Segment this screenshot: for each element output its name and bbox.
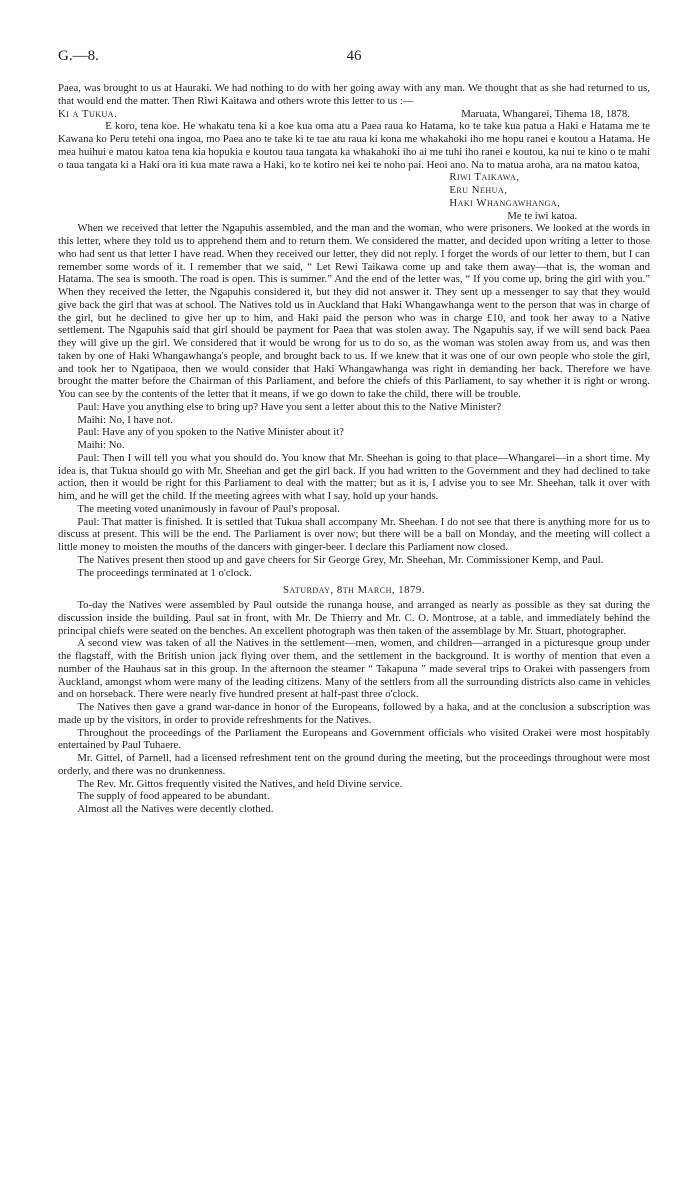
section-paragraph: Mr. Gittel, of Parnell, had a licensed refreshment tent on the ground during the meeting, but the proceedings throughout were most orderly, and there was no drunkenness. — [58, 752, 650, 777]
letter-place-date: Maruata, Whangarei, Tihema 18, 1878. — [461, 107, 630, 120]
letter-signature-3: Haki Whangawhanga, — [449, 196, 561, 209]
section-paragraph: A second view was taken of all the Natives in the settlement—men, women, and children—arranged in a picturesque group under the flagstaff, with the British union jack flying over them, and the settlement in the background. It is worthy of mention that even a number of the Hauhaus sat in this group. In the afternoon the steamer “ Takapuna ” made several trips to Orakei with passengers from Auckland, amongst whom were many of the leading citizens. Many of the settlers from all the surrounding districts also came in vehicles and on horseback. There were nearly five hundred present at half-past three o'clock. — [58, 637, 650, 701]
letter-signature-1: Riwi Taikawa, — [449, 171, 520, 184]
dialog-line: Paul: That matter is finished. It is settled that Tukua shall accompany Mr. Sheehan. I do not see that there is anything more for us to discuss at present. This will be the end. The Parliament is over now; but there will be a ball on Monday, and the meeting will collect a little money to moisten the mouths of the dancers with ginger-beer. I declare this Parliament now closed. — [58, 515, 650, 553]
paragraph-ngapuhi: When we received that letter the Ngapuhis assembled, and the man and the woman, who were prisoners. We looked at the words in this letter, where they told us to apprehend them and to return them. We considered the matter, and decided upon writing a letter to those who had sent us that letter I have read. When they received our letter, they did not reply. I forget the words of our letter to them, but I can remember some words of it. I remember that we said, “ Let Rewi Taikawa come up and take them away—that is, the woman and Hatama. The sea is smooth. The road is open. This is summer.” And the end of the letter was, “ If you come up, bring the girl with you.” When they received the letter, the Ngapuhis considered it, but they did not answer it. They sent up a messenger to say that they would give back the girl that was at school. The Natives told us in Auckland that Haki Whangawhanga went to the person that was in charge of the girl, but he declined to give her up to him, and Haki paid the person who was in charge £10, and took her away to a Native settlement. The Ngapuhis said that girl should be payment for Paea that was stolen away. The Ngapuhis say, if we will send back Paea they will give up the girl. We considered that it would be wrong for us to do so, as the woman was stolen away from us, and was then taken by one of Haki Whangawhanga's people, and brought back to us. If we knew that it was one of our own people who stole the girl, and took her to Ngatipaoa, then we would consider that Haki Whangawhanga was right in demanding her back. Therefore we have brought the matter before the Chairman of this Parliament, and before the chiefs of this Parliament, to say whether it is right or wrong. You can see by the contents of the letter that it means, if we go down to take the child, there will be trouble. — [58, 222, 650, 400]
dialog-line: The meeting voted unanimously in favour of Paul's proposal. — [77, 502, 340, 515]
dialog-line: The Natives present then stood up and gave cheers for Sir George Grey, Mr. Sheehan, Mr. Commissioner Kemp, and Paul. — [77, 553, 604, 566]
dialog-line: Paul: Have you anything else to bring up? Have you sent a letter about this to the Native Minister? — [77, 400, 502, 413]
letter-signature-2: Eru Nehua, — [449, 184, 508, 196]
document-page — [58, 48, 650, 816]
section-heading: Saturday, 8th March, 1879. — [283, 584, 425, 597]
section-paragraph: The Natives then gave a grand war-dance in honor of the Europeans, followed by a haka, and at the conclusion a subscription was made up by the visitors, in order to provide refreshments for the Natives. — [58, 701, 650, 726]
letter-body: E koro, tena koe. He whakatu tena ki a koe kua oma atu a Paea raua ko Hatama, ko te take kua patua a Haki e Hatama me te Kawana ko Peru tetehi ona ingoa, mo Paea ano te take ki te tae atu raua ki kona me whakahoki iho me hopu ranei e koutou a Hatama. He mea huihui e matou katoa tena kia hopukia e koutou taua tangata ka whakahoki iho ai me tuhi iho ranei e koutou, ka nui te kino o te mahi o taua tangata ki a Haki ora iti kua mate rawa a Haki, ko te kotiro nei kei te noho pai. Heoi ano. Na to matua aroha, ara na matou katoa, — [58, 120, 650, 171]
dialog-line: The proceedings terminated at 1 o'clock. — [77, 566, 252, 579]
page-number: 46 — [346, 48, 362, 64]
dialog-line: Paul: Then I will tell you what you should do. You know that Mr. Sheehan is going to that place—Whangarei—in a short time. My idea is, that Tukua should go with Mr. Sheehan and get the girl back. If you had written to the Government and they had declined to take action, then it would be right for this Parliament to deal with the matter; but as it is, I advise you to see Mr. Sheehan, talk it over with him, and he will get the child. If the meeting agrees with what I say, hold up your hands. — [58, 451, 650, 502]
dialog-line: Paul: Have any of you spoken to the Native Minister about it? — [77, 426, 344, 439]
section-paragraph: Throughout the proceedings of the Parliament the Europeans and Government officials who visited Orakei were most hospitably entertained by Paul Tuhaere. — [58, 726, 650, 752]
section-paragraph: The supply of food appeared to be abundant. — [77, 790, 270, 803]
dialog-line: Maihi: No. — [77, 439, 125, 451]
section-paragraph: To-day the Natives were assembled by Paul outside the runanga house, and arranged as nearly as possible as they sat during the discussion inside the building. Paul sat in front, with Mr. De Thierry and Mr. C. O. Montrose, at a table, and immediately behind the principal chiefs were seated on the benches. An excellent photograph was then taken of the assemblage by Mr. Stuart, photographer. — [58, 599, 650, 637]
section-paragraph: The Rev. Mr. Gittos frequently visited the Natives, and held Divine service. — [77, 777, 403, 790]
document-code: G.—8. — [58, 48, 99, 64]
dialog-line: Maihi: No, I have not. — [77, 413, 173, 426]
page-header — [58, 48, 650, 68]
paragraph-intro: Paea, was brought to us at Hauraki. We had nothing to do with her going away with any man. We thought that as she had returned to us, that would end the matter. Then Riwi Kaitawa and others wrote this letter to us :— — [58, 82, 650, 107]
letter-heading — [58, 108, 650, 121]
section-paragraph: Almost all the Natives were decently clothed. — [77, 803, 274, 815]
page-body — [58, 82, 650, 816]
letter-addressee: Ki a Tukua. — [58, 107, 118, 120]
letter-signature-4: Me te iwi katoa. — [507, 209, 578, 222]
